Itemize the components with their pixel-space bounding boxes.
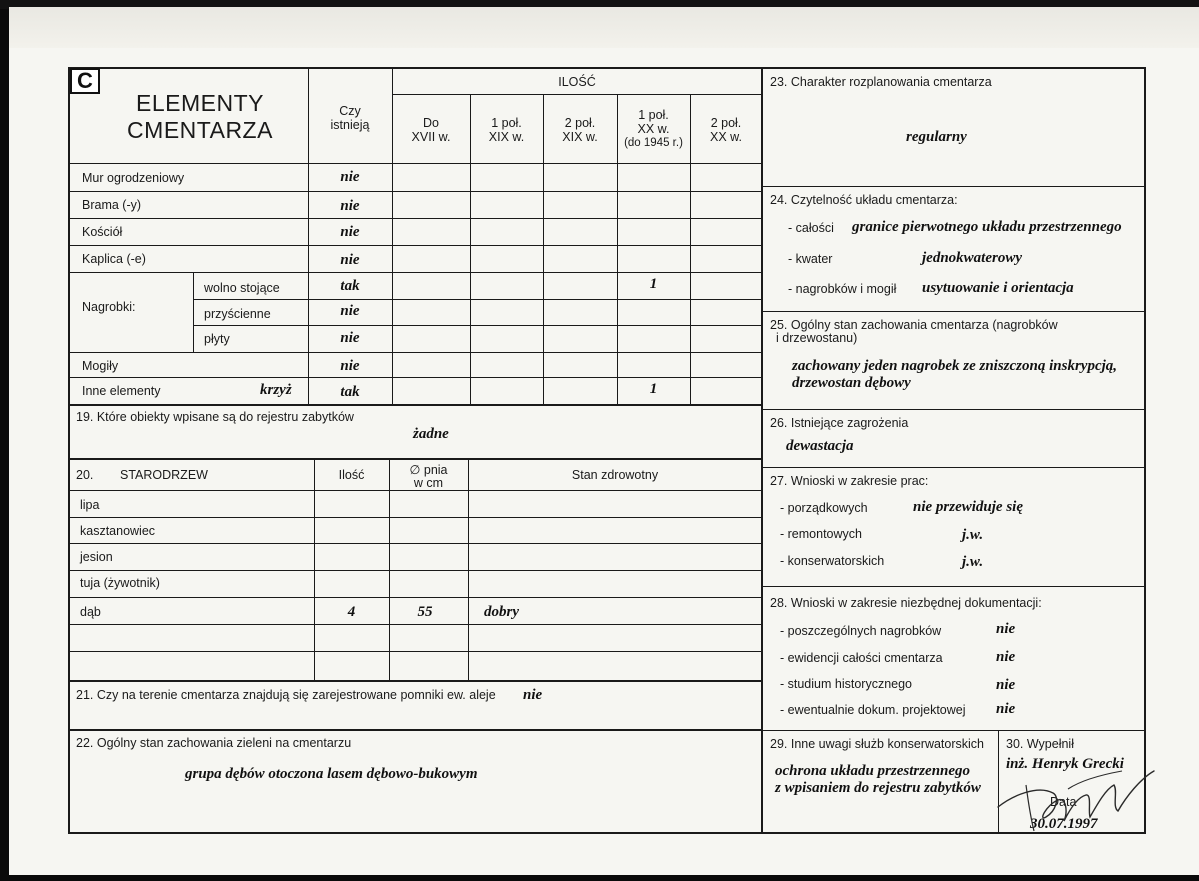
exists-value: nie [340,169,360,185]
row-label: płyty [204,332,230,346]
q25-label-line2: i drzewostanu) [776,331,858,345]
q26-label: 26. Istniejące zagrożenia [770,416,909,430]
q28-item-answer: nie [996,677,1016,693]
q27-item-answer: j.w. [962,527,984,543]
q28-item-answer: nie [996,701,1016,717]
period-header-3b: XIX w. [562,130,598,144]
tree-name: dąb [80,605,101,619]
q20-number: 20. [76,468,94,482]
row-label: Mogiły [82,359,119,373]
q24-item-answer: jednokwaterowy [922,250,1022,266]
form-card [68,67,1146,834]
tree-count: 4 [347,604,356,620]
quantity-header: ILOŚĆ [558,75,596,89]
q24-label: 24. Czytelność układu cmentarza: [770,193,958,207]
row-label: Kaplica (-e) [82,252,146,266]
gravestones-label: Nagrobki: [82,300,136,314]
exists-header-line1: Czy [339,104,361,118]
period-header-4c: (do 1945 r.) [624,137,683,149]
row-label: Inne elementy [82,384,161,398]
period-header-1a: Do [423,116,439,130]
table-title-line2: CMENTARZA [127,117,273,143]
period-header-5a: 2 poł. [710,116,742,130]
q27-item-label: - porządkowych [780,501,868,515]
q24-item-answer: usytuowanie i orientacja [922,280,1074,296]
quantity-value: 1 [649,276,658,292]
exists-value: nie [340,198,360,214]
row-label: Brama (-y) [82,198,142,212]
q30-date: 30.07.1997 [1030,816,1098,832]
q28-item-answer: nie [996,649,1016,665]
q25-answer-line1: zachowany jeden nagrobek ze zniszczoną inskrypcją, [792,358,1118,374]
tree-health-header: Stan zdrowotny [571,468,659,482]
q24-item-label: - kwater [788,252,833,266]
exists-header-line2: istnieją [330,118,370,132]
period-header-4a: 1 poł. [638,108,669,122]
q19-label: 19. Które obiekty wpisane są do rejestru zabytków [76,410,354,424]
q21-label: 21. Czy na terenie cmentarza znajdują się zarejestrowane pomniki ew. aleje [76,688,496,702]
q23-label: 23. Charakter rozplanowania cmentarza [770,75,992,89]
signature-mark [968,745,1168,840]
q29-answer-line2: z wpisaniem do rejestru zabytków [775,780,981,796]
exists-value: tak [340,384,360,400]
tree-diam-header-1: ∅ pnia [409,463,448,477]
period-header-2b: XIX w. [488,130,525,144]
tree-diameter: 55 [417,604,433,620]
q27-item-label: - konserwatorskich [780,554,885,568]
q29-answer-line1: ochrona układu przestrzennego [775,763,971,779]
tree-health: dobry [484,604,519,620]
q19-answer: żadne [413,426,449,442]
q24-item-answer: granice pierwotnego układu przestrzennego [852,219,1122,235]
q28-item-label: - poszczególnych nagrobków [780,624,942,638]
exists-value: nie [340,224,360,240]
exists-value: nie [340,358,360,374]
q24-item-label: - nagrobków i mogił [788,282,897,296]
q28-item-label: - ewentualnie dokum. projektowej [780,703,966,717]
q23-answer: regularny [906,129,967,145]
q28-label: 28. Wnioski w zakresie niezbędnej dokumentacji: [770,596,1042,610]
table-title-line1: ELEMENTY [136,90,264,116]
period-header-4b: XX w. [637,122,670,136]
other-elements-note: krzyż [260,382,292,398]
q28-item-answer: nie [996,621,1016,637]
exists-value: nie [340,252,360,268]
row-label: przyścienne [204,307,271,321]
q27-item-label: - remontowych [780,527,862,541]
tree-diam-header-2: w cm [413,476,444,490]
paper-top-band [9,7,1199,49]
q27-label: 27. Wnioski w zakresie prac: [770,474,929,488]
row-label: wolno stojące [204,281,280,295]
period-header-1b: XVII w. [411,130,451,144]
q28-item-label: - ewidencji całości cmentarza [780,651,943,665]
period-header-3a: 2 poł. [564,116,596,130]
tree-name: tuja (żywotnik) [80,576,160,590]
q22-label: 22. Ogólny stan zachowania zieleni na cmentarzu [76,736,352,750]
q25-answer-line2: drzewostan dębowy [792,375,911,391]
exists-value: tak [340,278,360,294]
tree-name: lipa [80,498,100,512]
tree-name: jesion [80,550,113,564]
period-header-5b: XX w. [710,130,742,144]
section-letter-box: C [70,68,100,94]
q30-name: inż. Henryk Grecki [1006,756,1124,772]
q28-item-label: - studium historycznego [780,677,913,691]
period-header-2a: 1 poł. [491,116,522,130]
q26-answer: dewastacja [786,438,854,454]
q27-item-answer: nie przewiduje się [913,499,1024,515]
exists-value: nie [340,330,360,346]
tree-name: kasztanowiec [80,524,156,538]
q22-answer: grupa dębów otoczona lasem dębowo-bukowym [185,766,478,782]
q30-label: 30. Wypełnił [1006,737,1074,751]
q21-answer: nie [523,687,543,703]
q27-item-answer: j.w. [962,554,984,570]
row-label: Kościół [82,225,123,239]
row-label: Mur ogrodzeniowy [82,171,185,185]
quantity-value: 1 [649,381,658,397]
q24-item-label: - całości [788,221,834,235]
exists-value: nie [340,303,360,319]
q30-date-label: Data [1050,795,1077,809]
q20-title: STARODRZEW [120,468,208,482]
tree-count-header: Ilość [338,468,365,482]
q29-label: 29. Inne uwagi służb konserwatorskich [770,737,985,751]
q25-label-line1: 25. Ogólny stan zachowania cmentarza (nagrobków [770,318,1058,332]
